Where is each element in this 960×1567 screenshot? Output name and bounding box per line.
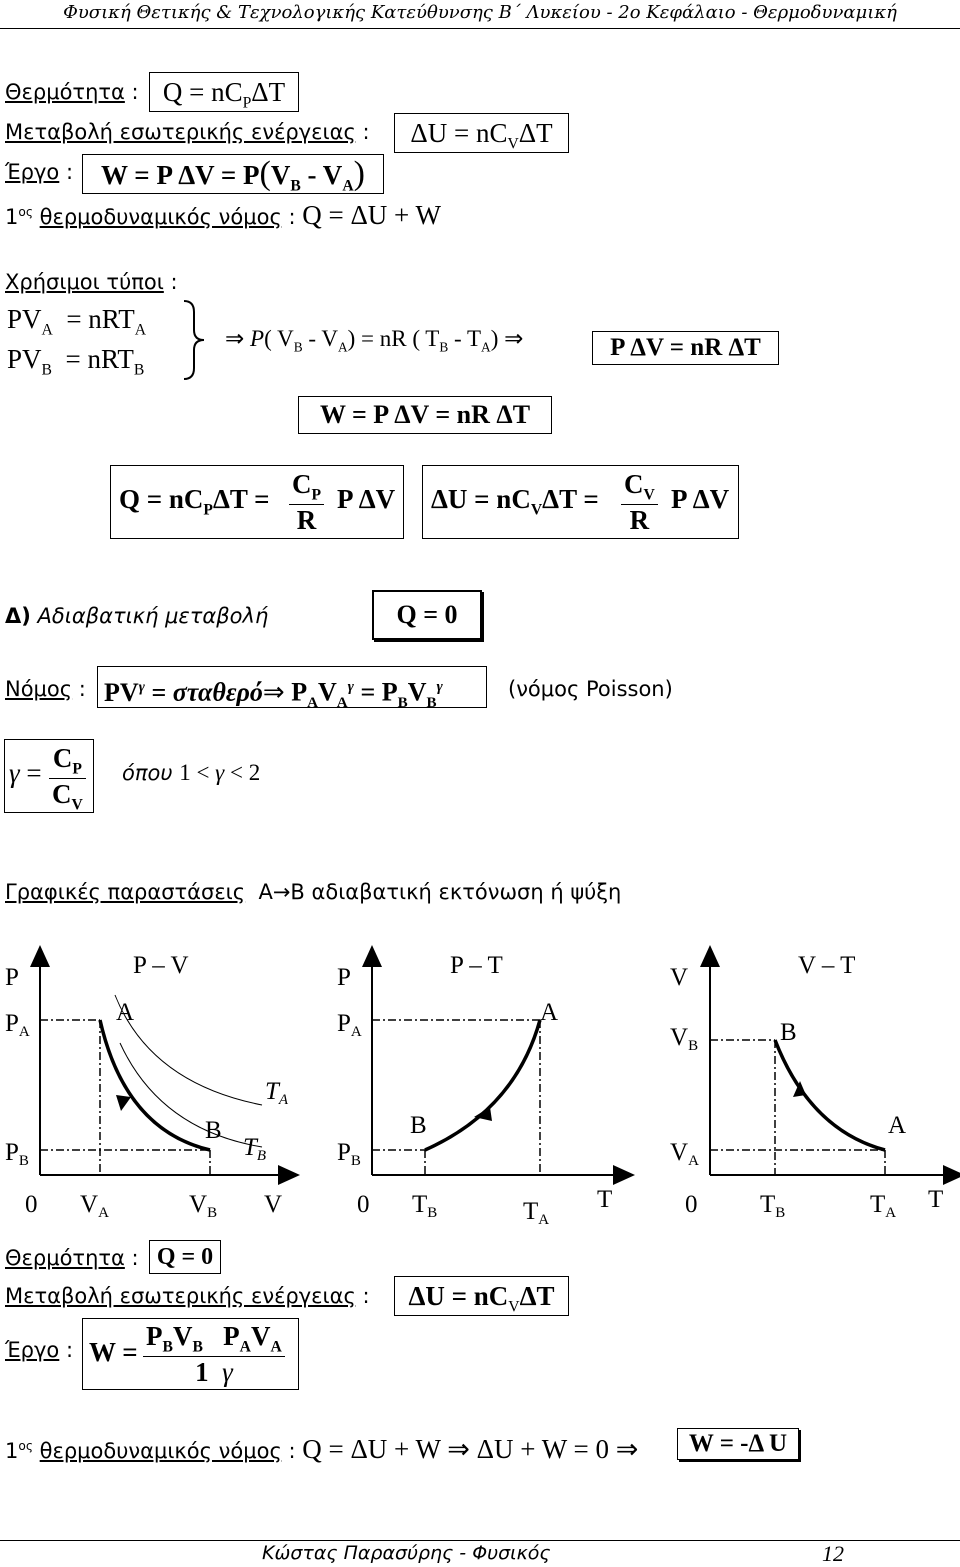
graphs-line [5,880,621,904]
adiabatic-title: Δ) Αδιαβατική μεταβολή [5,604,269,628]
gamma-definition-box: γ = $\frac{C_P}{C_V}$ [4,739,94,813]
svg-text:VB: $V_B$ [670,1024,699,1054]
pt-adiabat [425,1020,540,1150]
heat-label: Θερμότητα [5,80,125,104]
graphs-description: Α→Β αδιαβατική εκτόνωση ή ψύξη [258,880,622,904]
svg-text:V: V [264,1191,283,1218]
bottom-first-law-line: $1^{o\varsigma}$ θερμοδυναμικός νόμος : Q = ΔU + W ⇒ ΔU + W = 0 ⇒ [5,1434,639,1464]
graphs-label: Γραφικές παραστάσεις [5,880,246,904]
work-label: Έργο [5,160,60,184]
right-brace-icon [180,298,210,382]
internal-energy-line: Μεταβολή εσωτερικής ενέργειας : [5,120,370,144]
first-law-label: θερμοδυναμικός νόμος [39,205,282,229]
page-header: Φυσική Θετικής & Τεχνολογικής Κατεύθυνσης Β΄ Λυκείου - 2ο Κεφάλαιο - Θερμοδυναμική [0,0,960,29]
adiabatic-work-box: W = $P_BV_B$ $P_AV_A$ 1 γ [82,1318,299,1390]
pv-title: P – V [133,952,189,979]
poisson-law-box: $PV^\gamma$ = σταθερό⇒ $P_AV_A^\gamma = P_BV_B^\gamma$ [97,666,487,708]
pv-graph [5,952,290,1221]
svg-text:VA: $V_A$ [670,1139,699,1169]
bottom-q-zero-box: Q = 0 [149,1240,221,1274]
svg-text:PB: $P_B$ [5,1139,29,1169]
bottom-first-law-derivation: Q = ΔU + W ⇒ ΔU + W = 0 ⇒ [302,1434,639,1464]
svg-text:B: B [205,1117,222,1144]
internal-energy-formula-box: $\Delta U = nC_V\Delta T$ [394,113,569,153]
pt-graph [337,952,625,1228]
svg-text:PA: $P_A$ [5,1010,30,1040]
page-number: 12 [822,1541,844,1566]
law-label: Νόμος [5,677,73,701]
internal-energy-label: Μεταβολή εσωτερικής ενέργειας [5,120,356,144]
p-delta-v-box: P ΔV = nR ΔT [592,331,779,365]
svg-text:PA: $P_A$ [337,1010,362,1040]
state-a-equation: $PV_A = nRT_A$ [7,304,146,339]
law-line: Νόμος : [5,677,86,701]
bottom-internal-energy-label: Μεταβολή εσωτερικής ενέργειας [5,1284,356,1308]
useful-formulas-label: Χρήσιμοι τύποι [5,270,164,294]
useful-formulas-line: Χρήσιμοι τύποι : [5,270,178,294]
result-box: W = -Δ U [677,1428,799,1460]
svg-text:TB: $T_B$ [412,1191,438,1221]
svg-text:B: B [780,1019,797,1046]
footer-author: Κώστας Παρασύρης - Φυσικός [262,1542,551,1564]
state-b-equation: $PV_B = nRT_B$ [7,344,145,379]
svg-text:VA: $V_A$ [80,1191,109,1221]
svg-text:TB: $T_B$ [243,1134,267,1164]
adiabatic-graphs [0,935,960,1240]
svg-text:T: T [597,1186,613,1213]
bottom-work-label: Έργο [5,1338,60,1362]
svg-text:A: A [540,999,559,1026]
svg-text:TB: $T_B$ [760,1191,786,1221]
internal-energy-cv-box: $\Delta U = nC_V\Delta T$ = $\frac{C_V}{R}$ P ΔV [422,465,739,539]
bottom-internal-energy-box: $\Delta U = nC_V\Delta T$ [394,1276,569,1316]
svg-text:T: T [928,1186,944,1213]
svg-text:0: 0 [685,1191,698,1218]
bottom-internal-energy-line: Μεταβολή εσωτερικής ενέργειας : [5,1284,370,1308]
pv-adiabat [100,1020,210,1150]
svg-text:A: A [116,999,135,1026]
work-formula-box: W = P $\Delta V = P(V_B - V_A)$ [82,154,384,194]
svg-text:PB: $P_B$ [337,1139,361,1169]
first-law-equation: Q = ΔU + W [302,200,442,230]
svg-text:VB: $V_B$ [189,1191,218,1221]
work-nr-box: W = P ΔV = nR ΔT [298,396,552,434]
vt-graph [670,952,955,1221]
subtraction-derivation: ⇒ P( $V_B - V_A$) = nR ( $T_B - T_A$) ⇒ [225,326,524,355]
heat-formula-box: $Q = nC_P\Delta T$ [149,72,299,112]
svg-text:V: V [670,964,689,991]
svg-text:A: A [888,1112,907,1139]
bottom-heat-line: Θερμότητα : [5,1246,139,1270]
heat-line: Θερμότητα : [5,80,139,104]
svg-text:TA: $T_A$ [265,1078,289,1108]
svg-text:TA: $T_A$ [870,1191,897,1221]
bottom-heat-label: Θερμότητα [5,1246,125,1270]
gamma-range: όπου 1 < γ < 2 [122,760,261,785]
adiabatic-q-zero-box: Q = 0 [372,590,482,640]
svg-text:0: 0 [25,1191,38,1218]
svg-text:P: P [5,964,19,991]
vt-title: V – T [798,952,856,979]
first-law-line: $1^{o\varsigma}$ θερμοδυναμικός νόμος : Q = ΔU + W [5,200,442,230]
svg-text:TA: $T_A$ [523,1198,550,1228]
bottom-work-line: Έργο : [5,1338,74,1362]
pv-arrow-icon [116,1095,131,1111]
work-line: Έργο : [5,160,74,184]
bottom-first-law-label: θερμοδυναμικός νόμος [39,1439,282,1463]
poisson-note: (νόμος Poisson) [508,677,673,701]
vt-adiabat [775,1040,885,1150]
svg-text:P: P [337,964,351,991]
svg-text:0: 0 [357,1191,370,1218]
pt-title: P – T [450,952,503,979]
heat-cp-box: $Q = nC_P\Delta T$ = $\frac{C_P}{R}$ P ΔV [110,465,404,539]
svg-text:B: B [410,1112,427,1139]
footer-rule [0,1540,960,1541]
